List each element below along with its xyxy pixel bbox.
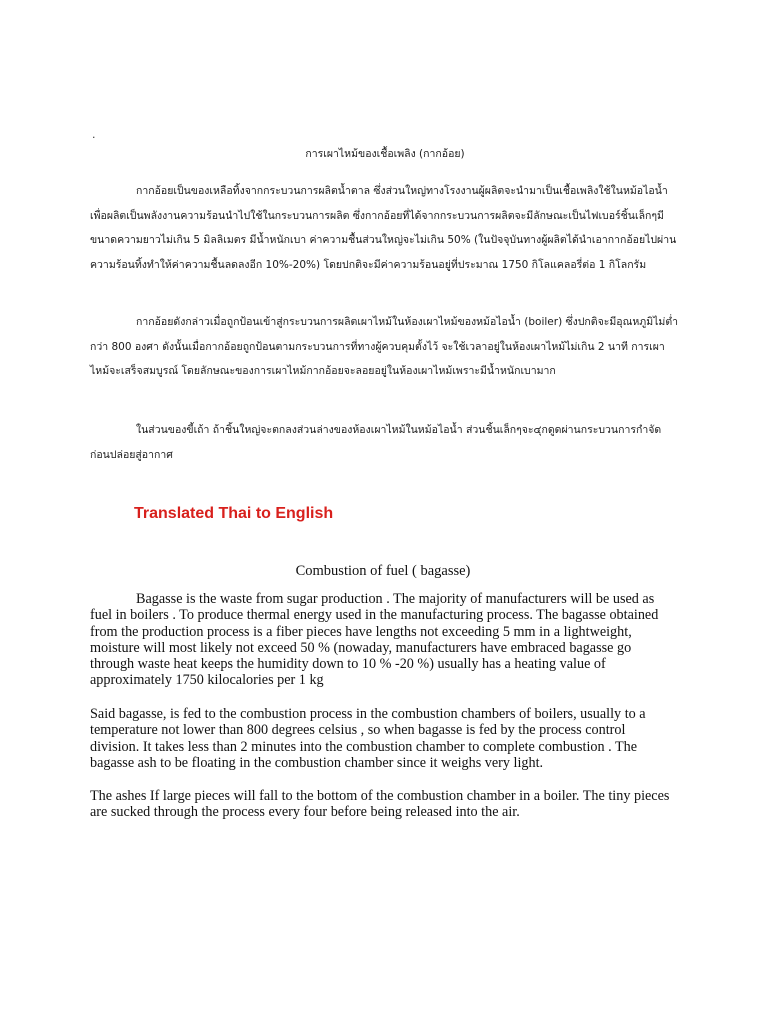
thai-paragraph-2: กากอ้อยดังกล่าวเมื่อถูกป้อนเข้าสู่กระบวนการผลิตเผาไหม้ในห้องเผาไหม้ของหม้อไอน้ำ (boiler) ซึ่งปกติจะมีอุณหภูมิไม่ต่ำกว่า 800 องศา ดังนั้นเมื่อกากอ้อยถูกป้อนตามกระบวนการที่ทางผู้ควบคุมตั้งไว้ จะใช้เวลาอยู่ในห้องเผาไหม้ไม่เกิน 2 นาที การเผาไหม้จะเสร็จสมบูรณ์ โดยลักษณะของการเผาไหม้กากอ้อยจะลอยอยู่ในห้องเผาไหม้เพราะมีน้ำหนักเบามาก <box>90 316 679 377</box>
english-paragraph-1: Bagasse is the waste from sugar production . The majority of manufacturers will be used as fuel in boilers . To produce thermal energy used in the manufacturing process. The bagasse obtained from the production process is a fiber pieces have lengths not exceeding 5 mm in a lightweight, moisture will most likely not exceed 50 % (nowaday, manufacturers have embraced bagasse go through waste heat keeps the humidity down to 10 % -20 %) usually has a heating value of approximately 1750 kilocalories per 1 kg <box>90 591 659 689</box>
english-paragraph-3: The ashes If large pieces will fall to the bottom of the combustion chamber in a boiler. The tiny pieces are sucked through the process every four before being released into the air. <box>90 788 670 821</box>
english-paragraph-2: Said bagasse, is fed to the combustion process in the combustion chambers of boilers, usually to a temperature not lower than 800 degrees celsius , so when bagasse is fed by the process control division. It takes less than 2 minutes into the combustion chamber to complete combustion . The bagasse ash to be floating in the combustion chamber since it weighs very light. <box>90 706 646 771</box>
leading-mark: . <box>92 128 96 141</box>
thai-paragraph-3: ในส่วนของขี้เถ้า ถ้าชิ้นใหญ่จะตกลงส่วนล่างของห้องเผาไหม้ในหม้อไอน้ำ ส่วนชิ้นเล็กๆจะ๔ุกดูดผ่านกระบวนการกำจัดก่อนปล่อยสู่อากาศ <box>90 424 662 461</box>
english-title: Combustion of fuel ( bagasse) <box>295 563 471 579</box>
thai-paragraph-1: กากอ้อยเป็นของเหลือทิ้งจากกระบวนการผลิตน้ำตาล ซึ่งส่วนใหญ่ทางโรงงานผู้ผลิตจะนำมาเป็นเชื้อเพลิงใช้ในหม้อไอน้ำ เพื่อผลิตเป็นพลังงานความร้อนนำไปใช้ในกระบวนการผลิต ซึ่งกากอ้อยที่ได้จากกระบวนการผลิตจะมีลักษณะเป็นไฟเบอร์ชิ้นเล็กๆมีขนาดความยาวไม่เกิน 5 มิลลิเมตร มีน้ำหนักเบา ค่าความชื้นส่วนใหญ่จะไม่เกิน 50% (ในปัจจุบันทางผู้ผลิตได้นำเอากากอ้อยไปผ่านความร้อนทิ้งทำให้ค่าความชื้นลดลงอีก 10%-20%) โดยปกติจะมีค่าความร้อนอยู่ที่ประมาณ 1750 กิโลแคลอรี่ต่อ 1 กิโลกรัม <box>90 185 677 271</box>
thai-title: การเผาไหม้ของเชื้อเพลิง (กากอ้อย) <box>305 148 465 160</box>
translated-heading: Translated Thai to English <box>134 505 334 522</box>
